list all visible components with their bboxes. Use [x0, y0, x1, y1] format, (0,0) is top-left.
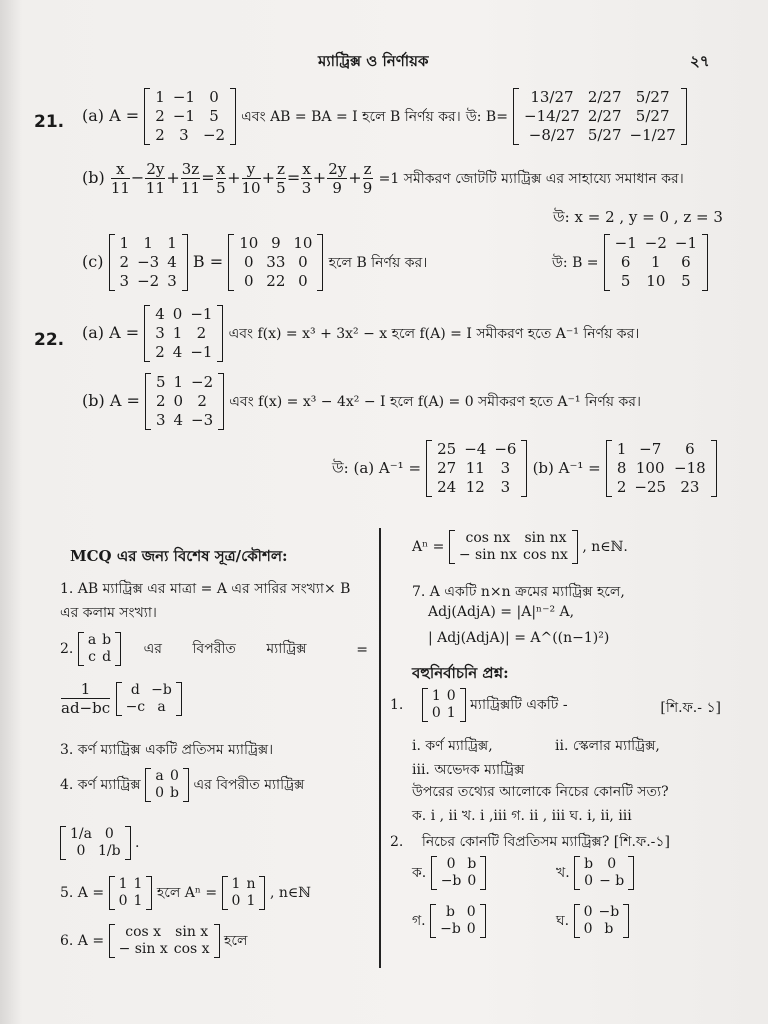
tip-7-line-2: Adj(AdjA) = |A|ⁿ⁻² A, — [428, 604, 575, 620]
tip-2-matrix — [78, 632, 121, 666]
matrix-cell: −3 — [137, 253, 160, 271]
matrix-cell: 4 — [167, 253, 177, 271]
matrix-cell: 0 — [209, 88, 219, 106]
mcq-q2-ka-matrix — [431, 856, 487, 890]
mcq-q2-ga-matrix — [430, 904, 486, 938]
q21c-answer: উ: B = −1 −2 −1 6 1 6 5 10 5 — [552, 234, 708, 291]
tip-2-formula: $\frac{1}{ad-bc}$ d −b −c a — [60, 680, 182, 717]
mcq-q1-matrix — [422, 688, 466, 722]
matrix-cell: 12 — [465, 478, 485, 496]
matrix-cell: 1 — [446, 705, 456, 721]
matrix-cell: 0 — [584, 873, 594, 889]
matrix-cell: 24 — [437, 478, 457, 496]
matrix-cell: −2 — [137, 272, 160, 290]
matrix-cell: 0 — [243, 253, 254, 271]
matrix-cell: −1/27 — [629, 126, 676, 144]
matrix-cell: −1 — [674, 234, 698, 252]
tip-7-line-1: 7. A একটি n×n ক্রমের ম্যাট্রিক্স হলে, — [412, 584, 625, 600]
matrix-cell: 0 — [467, 873, 477, 889]
matrix-cell: 2 — [119, 253, 130, 271]
matrix-cell: 9 — [271, 234, 281, 252]
q21c-row: (c) 1 1 1 2 −3 4 3 −2 3 B = 10 9 10 0 33 0 0 22 0 হলে B নির্ণয় কর। — [82, 234, 428, 290]
matrix-cell: −8/27 — [528, 126, 576, 144]
matrix-cell: −1 — [172, 88, 195, 106]
matrix-cell: −b — [598, 904, 620, 920]
matrix-cell: 3 — [155, 324, 165, 342]
matrix-cell: −1 — [172, 107, 195, 125]
matrix-cell: −3 — [191, 411, 214, 429]
fraction: $\frac{x}{11}$ — [110, 160, 130, 197]
matrix-cell: 1 — [651, 253, 661, 271]
fraction: $\frac{y}{10}$ — [241, 160, 261, 197]
matrix-cell: b — [584, 856, 594, 872]
matrix-cell: 0 — [172, 305, 183, 323]
matrix-cell: 6 — [620, 253, 631, 271]
tip-4-row: 4. কর্ণ ম্যাট্রিক্স a 0 0 b এর বিপরীত ম্যাট্রিক্স — [60, 768, 305, 801]
matrix-cell: cos x — [173, 941, 210, 957]
matrix-cell: 27 — [437, 459, 457, 477]
matrix-cell: 3 — [167, 272, 177, 290]
matrix-cell: 23 — [680, 478, 700, 496]
matrix-cell: cos nx — [465, 530, 511, 546]
tip-4-matrix — [145, 768, 189, 802]
q21b-answer: উ: x = 2 , y = 0 , z = 3 — [553, 208, 723, 226]
fraction: $\frac{z}{9}$ — [362, 160, 373, 197]
matrix-cell: 1/a — [70, 826, 92, 842]
matrix-cell: −2 — [191, 373, 214, 391]
matrix-cell: 33 — [266, 253, 286, 271]
matrix-cell: 5/27 — [635, 107, 670, 125]
tip-6-power-matrix — [449, 530, 578, 564]
tip-6-row: 6. A = cos x sin x − sin x cos x হলে — [60, 924, 248, 957]
mcq-q2-option-ka: ক. 0 b −b 0 — [412, 856, 486, 890]
matrix-cell: 2 — [155, 392, 166, 410]
matrix-cell: 13/27 — [530, 88, 574, 106]
matrix-cell: 10 — [239, 234, 259, 252]
mcq-q1-row: 1. 1 0 0 1 ম্যাট্রিক্সটি একটি - [শি.ফ.- ১] — [390, 688, 721, 721]
question-22-number: 22. — [34, 330, 65, 350]
fraction: $\frac{2y}{11}$ — [145, 160, 165, 197]
matrix-cell: −4 — [464, 440, 487, 458]
q21a-answer-matrix — [513, 88, 687, 145]
fraction: $\frac{z}{5}$ — [276, 160, 286, 197]
matrix-cell: 0 — [466, 921, 476, 937]
matrix-cell: 2 — [197, 392, 207, 410]
matrix-cell: 0 — [155, 785, 165, 801]
matrix-cell: 5 — [209, 107, 219, 125]
matrix-cell: 25 — [437, 440, 457, 458]
matrix-cell: cos nx — [523, 547, 568, 563]
matrix-cell: 1 — [133, 893, 143, 909]
matrix-cell: 0 — [170, 768, 179, 784]
matrix-cell: 1 — [118, 876, 128, 892]
tip-4-inverse: 1/a 0 0 1/b . — [60, 826, 139, 860]
mcq-title: বহুনির্বাচনি প্রশ্ন: — [412, 664, 509, 682]
matrix-cell: 3 — [500, 478, 511, 496]
matrix-cell: −1 — [190, 305, 213, 323]
matrix-cell: 1 — [231, 876, 241, 892]
matrix-cell: 1 — [431, 688, 441, 704]
matrix-cell: 1 — [246, 893, 256, 909]
matrix-cell: 11 — [465, 459, 485, 477]
tip-1-line-1: 1. AB ম্যাট্রিক্স এর মাত্রা = A এর সারির সংখ্যা× B — [60, 581, 351, 597]
mcq-q2-option-kha: খ. b 0 0 − b — [556, 856, 634, 890]
tip-6-matrix — [109, 924, 220, 958]
matrix-cell: 0 — [431, 705, 441, 721]
matrix-cell: −b — [151, 681, 172, 698]
tip-6-result-row: Aⁿ = cos nx sin nx − sin nx cos nx , n∈ℕ. — [412, 530, 628, 563]
tip-2-row: 2. a b c d এর বিপরীত ম্যাট্রিক্স = — [60, 632, 368, 665]
matrix-cell: 8 — [616, 459, 627, 477]
matrix-cell: −1 — [614, 234, 637, 252]
matrix-cell: b — [445, 904, 455, 920]
matrix-cell: 2/27 — [587, 107, 622, 125]
q22a-matrix — [144, 305, 223, 362]
matrix-cell: 2 — [616, 478, 627, 496]
q22-answer-matrix-a — [426, 440, 527, 497]
matrix-cell: 1/b — [97, 843, 121, 859]
matrix-cell: −1 — [190, 343, 213, 361]
mcq-q2-row: 2. নিচের কোনটি বিপ্রতিসম ম্যাট্রিক্স? [শি.ফ.-১] — [390, 834, 670, 850]
mcq-q2-option-gha: ঘ. 0 −b 0 b — [556, 904, 629, 938]
q21c-matrix-left — [109, 234, 188, 291]
matrix-cell: 0 — [607, 856, 617, 872]
matrix-cell: 3 — [119, 272, 130, 290]
matrix-cell: b — [604, 921, 614, 937]
matrix-cell: d — [102, 649, 112, 665]
matrix-cell: 0 — [466, 904, 476, 920]
matrix-cell: 0 — [243, 272, 254, 290]
matrix-cell: 10 — [293, 234, 313, 252]
matrix-cell: 22 — [266, 272, 286, 290]
matrix-cell: 1 — [143, 234, 153, 252]
matrix-cell: − sin x — [118, 941, 168, 957]
matrix-cell: a — [157, 698, 166, 715]
matrix-cell: 0 — [446, 856, 456, 872]
matrix-cell: −2 — [644, 234, 667, 252]
matrix-cell: −18 — [674, 459, 706, 477]
matrix-cell: 0 — [76, 843, 86, 859]
matrix-cell: a — [87, 632, 97, 648]
matrix-cell: 1 — [167, 234, 177, 252]
matrix-cell: 6 — [681, 253, 691, 271]
tip-4-inverse-matrix — [60, 826, 131, 860]
matrix-cell: 0 — [173, 392, 184, 410]
matrix-cell: − sin nx — [458, 547, 518, 563]
matrix-cell: a — [155, 768, 164, 784]
page-number: ২৭ — [690, 52, 710, 70]
matrix-cell: 1 — [133, 876, 143, 892]
tip-2-adjoint-matrix — [116, 682, 182, 716]
matrix-cell: −2 — [202, 126, 226, 144]
q21a-matrix-a — [144, 88, 236, 145]
matrix-cell: −7 — [639, 440, 662, 458]
mcq-q2-kha-matrix — [574, 856, 634, 890]
column-divider — [379, 528, 381, 968]
matrix-cell: −c — [125, 698, 146, 715]
fraction: $\frac{x}{5}$ — [216, 160, 226, 197]
tip-5-matrix — [109, 876, 153, 910]
matrix-cell: 1 — [155, 88, 165, 106]
q21a-row: (a) A = 1 −1 0 2 −1 5 2 3 −2 এবং AB = BA = I হলে B নির্ণয় কর। উ: B= 13/27 2/27 5/27 −14/27 2/27 5/27 −8/27 5/27 −1/27 — [82, 88, 687, 145]
matrix-cell: −b — [440, 873, 462, 889]
matrix-cell: 3 — [179, 126, 189, 144]
matrix-cell: 5 — [681, 272, 691, 290]
matrix-cell: −6 — [494, 440, 517, 458]
matrix-cell: cos x — [125, 924, 162, 940]
question-21-number: 21. — [34, 112, 65, 132]
matrix-cell: 0 — [104, 826, 114, 842]
matrix-cell: sin x — [175, 924, 209, 940]
matrix-cell: 1 — [173, 373, 184, 391]
matrix-cell: 100 — [635, 459, 665, 477]
matrix-cell: 2 — [155, 126, 165, 144]
matrix-cell: 0 — [298, 253, 308, 271]
matrix-cell: c — [88, 649, 96, 665]
mcq-q1-stem: উপরের তথ্যের আলোকে নিচের কোনটি সত্য? — [412, 784, 669, 800]
matrix-cell: 0 — [446, 688, 456, 704]
matrix-cell: 0 — [118, 893, 128, 909]
q22b-row: (b) A = 5 1 −2 2 0 2 3 4 −3 এবং f(x) = x³ − 4x² − I হলে f(A) = 0 সমীকরণ হতে A⁻¹ নির্ণয় কর। — [82, 373, 642, 429]
mcq-q1-option-iii: iii. অভেদক ম্যাট্রিক্স — [412, 762, 525, 778]
mcq-q2-gha-matrix — [574, 904, 630, 938]
matrix-cell: 1 — [616, 440, 627, 458]
matrix-cell: 5 — [155, 373, 166, 391]
matrix-cell: 0 — [298, 272, 308, 290]
tip-3: 3. কর্ণ ম্যাট্রিক্স একটি প্রতিসম ম্যাট্রিক্স। — [60, 742, 274, 758]
matrix-cell: b — [102, 632, 112, 648]
matrix-cell: −25 — [634, 478, 667, 496]
q22a-row: (a) A = 4 0 −1 3 1 2 2 4 −1 এবং f(x) = x³ + 3x² − x হলে f(A) = I সমীকরণ হতে A⁻¹ নির্ণয় কর। — [82, 305, 640, 361]
matrix-cell: 6 — [685, 440, 695, 458]
tip-5-power-matrix — [222, 876, 266, 910]
matrix-cell: n — [246, 876, 256, 892]
matrix-cell: 2 — [155, 343, 165, 361]
matrix-cell: 3 — [155, 411, 166, 429]
matrix-cell: 2/27 — [587, 88, 622, 106]
matrix-cell: 5/27 — [635, 88, 670, 106]
matrix-cell: −14/27 — [524, 107, 580, 125]
mcq-q1-option-ii: ii. স্কেলার ম্যাট্রিক্স, — [555, 738, 660, 754]
matrix-cell: 4 — [155, 305, 165, 323]
matrix-cell: 4 — [173, 411, 184, 429]
matrix-cell: −b — [440, 921, 461, 937]
mcq-q2-option-ga: গ. b 0 −b 0 — [412, 904, 486, 938]
matrix-cell: − b — [599, 873, 625, 889]
matrix-cell: 2 — [196, 324, 207, 342]
fraction: $\frac{2y}{9}$ — [328, 160, 347, 197]
mcq-q1-option-i: i. কর্ণ ম্যাট্রিক্স, — [412, 738, 493, 754]
matrix-cell: 0 — [583, 921, 593, 937]
q22-answer-matrix-b — [606, 440, 717, 497]
mcq-q1-choices: ক. i , ii খ. i ,iii গ. ii , iii ঘ. i, ii, iii — [412, 808, 632, 824]
matrix-cell: 1 — [119, 234, 130, 252]
tip-7-line-3: | Adj(AdjA)| = A^((n−1)²) — [428, 630, 610, 646]
matrix-cell: 5 — [620, 272, 631, 290]
q21c-matrix-right — [228, 234, 323, 291]
matrix-cell: 0 — [583, 904, 593, 920]
fraction: $\frac{3z}{11}$ — [180, 160, 201, 197]
tip-1-line-2: এর কলাম সংখ্যা। — [60, 605, 157, 621]
matrix-cell: 3 — [500, 459, 511, 477]
matrix-cell: b — [467, 856, 477, 872]
q21b-equation: $\frac{x}{11}$ − $\frac{2y}{11}$ + $\frac{3z}{11}$ = $\frac{x}{5}$ + $\frac{y}{10}$ + $\frac{z}{5}$ = $\frac{x}{3}$ + $\frac{2y}{9}$ + $\frac{z}{9}$ — [110, 160, 373, 197]
matrix-cell: 1 — [172, 324, 183, 342]
matrix-cell: b — [170, 785, 179, 801]
matrix-cell: d — [130, 681, 140, 698]
matrix-cell: 10 — [646, 272, 666, 290]
fraction: $\frac{x}{3}$ — [301, 160, 312, 197]
q21c-answer-matrix — [604, 234, 708, 291]
q22-answer-row: উ: (a) A⁻¹ = 25 −4 −6 27 11 3 24 12 3 (b) A⁻¹ = 1 −7 6 8 100 −18 2 −25 23 — [332, 440, 717, 497]
matrix-cell: 5/27 — [587, 126, 622, 144]
page-header-title: ম্যাট্রিক্স ও নির্ণায়ক — [318, 52, 429, 70]
matrix-cell: 4 — [172, 343, 183, 361]
matrix-cell: 0 — [231, 893, 241, 909]
q21b-row: (b) $\frac{x}{11}$ − $\frac{2y}{11}$ + $\frac{3z}{11}$ = $\frac{x}{5}$ + $\frac{y}{10}$ + $\frac{z}{5}$ = $\frac{x}{3}$ + $\frac{2y}{9}$ + $\frac{z}{9}$ =1 সমীকরণ জোটটি ম্যাট্রিক্স এর সাহায্যে সমাধান কর। — [82, 160, 684, 197]
q22b-matrix — [145, 373, 224, 430]
matrix-cell: 2 — [155, 107, 165, 125]
mcq-tips-title: MCQ এর জন্য বিশেষ সূত্র/কৌশল: — [70, 547, 288, 565]
matrix-cell: sin nx — [524, 530, 567, 546]
tip-5-row: 5. A = 1 1 0 1 হলে Aⁿ = 1 n 0 1 , n∈ℕ — [60, 876, 312, 909]
